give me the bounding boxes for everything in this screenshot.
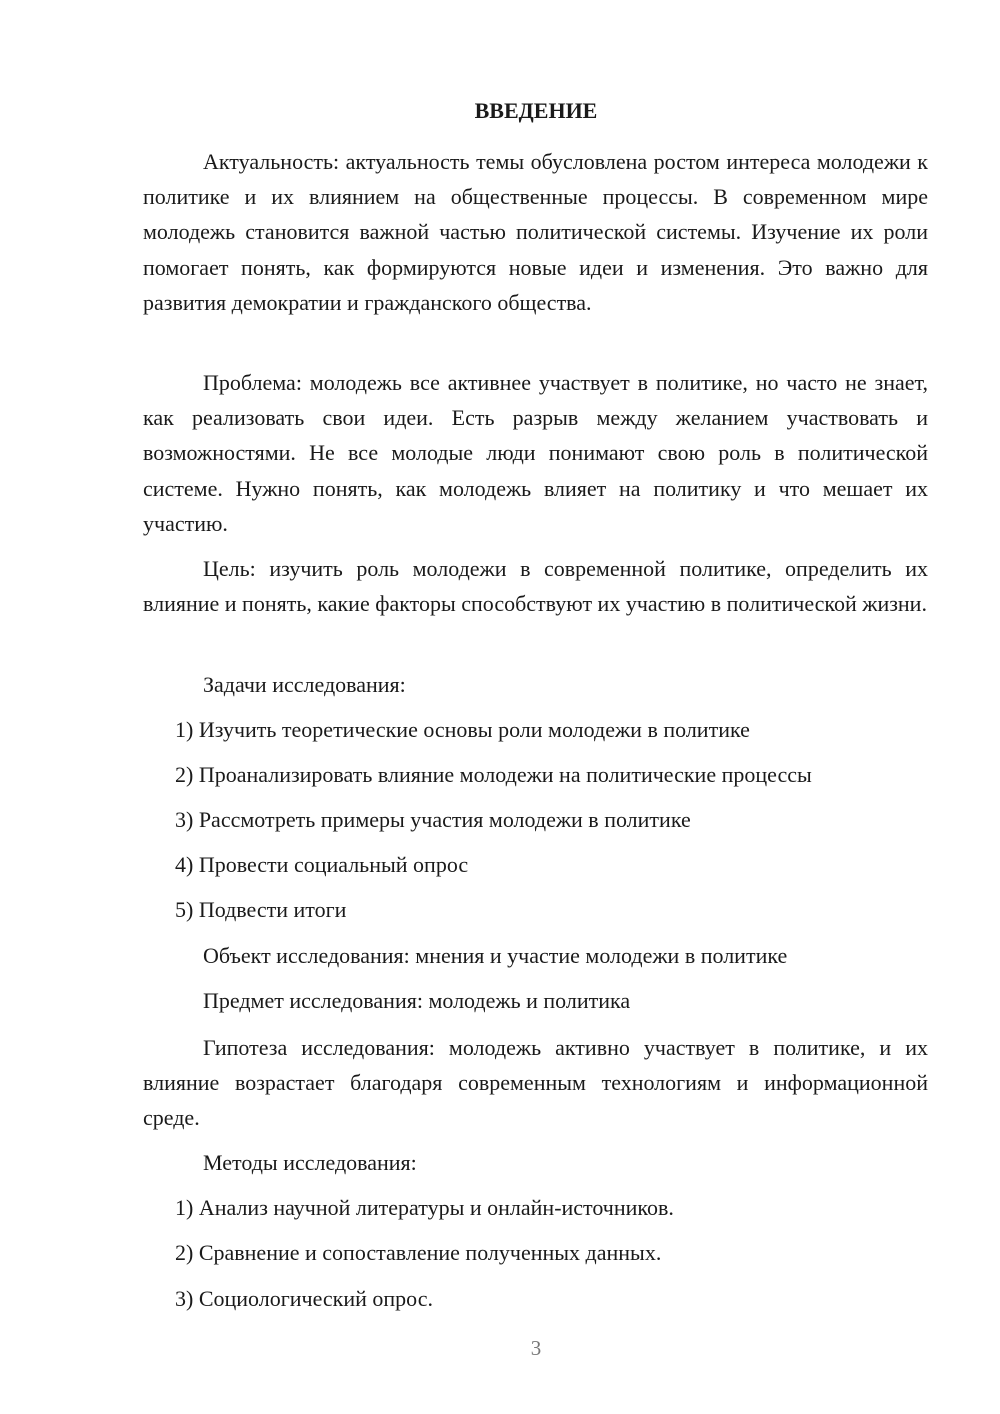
method-item: 2) Сравнение и сопоставление полученных данных. xyxy=(175,1240,662,1265)
goal-paragraph: Цель: изучить роль молодежи в современной политике, определить их влияние и понять, какие факторы способствуют их участию в политической жизни. xyxy=(143,556,928,617)
subject-line: Предмет исследования: молодежь и политика xyxy=(203,988,631,1013)
task-item: 1) Изучить теоретические основы роли молодежи в политике xyxy=(175,717,750,742)
page-number: 3 xyxy=(530,1336,542,1360)
section-title: ВВЕДЕНИЕ xyxy=(474,98,598,123)
methods-heading: Методы исследования: xyxy=(203,1150,417,1175)
tasks-heading: Задачи исследования: xyxy=(203,672,406,697)
object-line: Объект исследования: мнения и участие молодежи в политике xyxy=(203,943,788,968)
method-item: 3) Социологический опрос. xyxy=(175,1286,433,1311)
task-item: 4) Провести социальный опрос xyxy=(175,852,469,877)
task-item: 5) Подвести итоги xyxy=(175,897,347,922)
task-item: 2) Проанализировать влияние молодежи на политические процессы xyxy=(175,762,812,787)
method-item: 1) Анализ научной литературы и онлайн-источников. xyxy=(175,1195,674,1220)
task-item: 3) Рассмотреть примеры участия молодежи в политике xyxy=(175,807,691,832)
relevance-paragraph: Актуальность: актуальность темы обусловлена ростом интереса молодежи к политике и их влиянием на общественные процессы. В современном мире молодежь становится важной частью политической системы. Изучение их роли помогает понять, как формируются новые идеи и изменения. Это важно для развития демократии и гражданского общества. xyxy=(143,149,928,315)
problem-paragraph: Проблема: молодежь все активнее участвует в политике, но часто не знает, как реализовать свои идеи. Есть разрыв между желанием участвовать и возможностями. Не все молодые люди понимают свою роль в политической системе. Нужно понять, как молодежь влияет на политику и что мешает их участию. xyxy=(143,370,928,536)
hypothesis-paragraph: Гипотеза исследования: молодежь активно участвует в политике, и их влияние возрастает благодаря современным технологиям и информационной среде. xyxy=(143,1035,928,1131)
